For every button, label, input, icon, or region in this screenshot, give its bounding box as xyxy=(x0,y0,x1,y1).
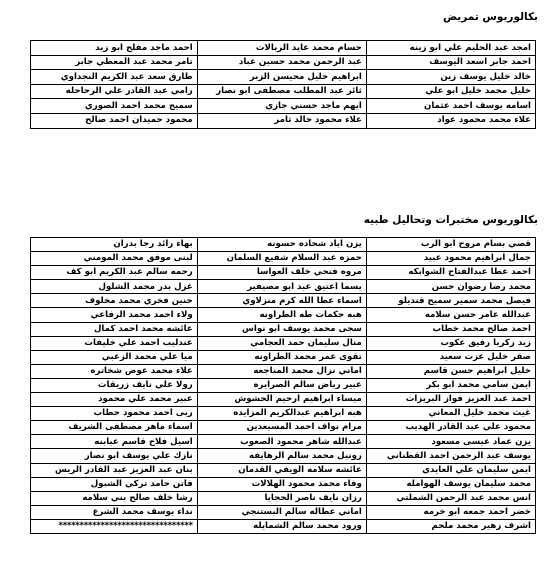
table-row xyxy=(31,70,536,85)
name-cell: خالد خليل يوسف زين xyxy=(366,70,535,85)
table-row xyxy=(31,336,536,350)
name-cell: احمد جابر اسعد اليوسف xyxy=(366,55,535,70)
name-cell: اسماء ماهر مصطفى الشريف xyxy=(31,421,198,435)
name-cell: ميساء ابراهيم ارحيم الحشوش xyxy=(197,393,366,407)
table-row xyxy=(31,113,536,128)
name-cell: عائشه سلامه الويفي القدمان xyxy=(197,463,366,477)
table-row xyxy=(31,463,536,477)
name-cell: خضر احمد جمعه ابو خرمه xyxy=(366,505,535,519)
name-cell: اسماء عطا الله كرم منزلاوي xyxy=(197,294,366,308)
name-cell: يوسف عبد الرحمن احمد القطناني xyxy=(366,449,535,463)
table-row xyxy=(31,238,536,252)
labs-section-title: بكالوريوس مختبرات وتحاليل طبيه xyxy=(363,214,538,226)
name-cell: محمد رضا رضوان حسن xyxy=(366,280,535,294)
name-cell: فيصل محمد سمير سميح قنديلو xyxy=(366,294,535,308)
name-cell: اسامه يوسف احمد عثمان xyxy=(366,99,535,114)
table-row xyxy=(31,421,536,435)
name-cell: امجد عبد الحليم علي ابو زينه xyxy=(366,41,535,56)
name-cell: يزن عماد عيسى مسعود xyxy=(366,435,535,449)
name-cell: مرام نواف احمد المسيعدين xyxy=(197,421,366,435)
name-cell: حنين فخري محمد مخلوف xyxy=(31,294,198,308)
name-cell: عبير محمد علي محمود xyxy=(31,393,198,407)
table-row xyxy=(31,519,536,533)
name-cell: اشرف زهير محمد ملحم xyxy=(366,519,535,533)
name-cell: وفاء محمد محمود الهلالات xyxy=(197,477,366,491)
table-row xyxy=(31,41,536,56)
name-cell: ولاء احمد محمد الرفاعي xyxy=(31,308,198,322)
table-row xyxy=(31,99,536,114)
name-cell: بنان عبد العزيز عبد القادر الريس xyxy=(31,463,198,477)
name-cell: احمد صالح محمد خطاب xyxy=(366,322,535,336)
name-cell: صقر خليل عزت سعيد xyxy=(366,350,535,364)
name-cell: رونيل محمد سالم الرهايفه xyxy=(197,449,366,463)
name-cell: اسيل فلاح قاسم عبابنه xyxy=(31,435,198,449)
name-cell: عبد الرحمن محمد حسين عباد xyxy=(197,55,366,70)
table-row xyxy=(31,350,536,364)
table-row xyxy=(31,435,536,449)
name-cell: احمد عبد العزيز فواز البريزات xyxy=(366,393,535,407)
name-cell: احمد عطا عبدالفتاح الشوابكه xyxy=(366,266,535,280)
table-row xyxy=(31,322,536,336)
table-row xyxy=(31,491,536,505)
name-cell: رزان نايف ناصر الحجايا xyxy=(197,491,366,505)
name-cell: انس محمد عبد الرحمن الشملتي xyxy=(366,491,535,505)
name-cell: عبدالله عامر حسن سلامه xyxy=(366,308,535,322)
name-cell: عندليب احمد علي خليفات xyxy=(31,336,198,350)
name-cell: ابراهيم خليل محيسن الزبر xyxy=(197,70,366,85)
name-cell: محمد سليمان يوسف الهوامله xyxy=(366,477,535,491)
table-row xyxy=(31,84,536,99)
table-row xyxy=(31,449,536,463)
name-cell: عبير رياض سالم الصرايره xyxy=(197,378,366,392)
table-row xyxy=(31,505,536,519)
name-cell: تقوى عمر محمد الطراونه xyxy=(197,350,366,364)
name-cell: بهاء رائد رجا بدران xyxy=(31,238,198,252)
name-cell: يزن اياد شحاده حسونه xyxy=(197,238,366,252)
name-cell: عائشه محمد احمد كمال xyxy=(31,322,198,336)
name-cell: سميح محمد احمد الصوري xyxy=(31,99,198,114)
name-cell: ربى احمد محمود حطاب xyxy=(31,407,198,421)
name-cell: ثائر عبد المطلب مصطفى ابو نصار xyxy=(197,84,366,99)
name-cell: نازك علي يوسف ابو نصار xyxy=(31,449,198,463)
name-cell: ايمن سليمان علي العايدي xyxy=(366,463,535,477)
name-cell: ******************************** xyxy=(31,519,198,533)
name-cell: قصي بسام مروح ابو الرب xyxy=(366,238,535,252)
table-row xyxy=(31,378,536,392)
name-cell: احمد ماجد مفلح ابو زيد xyxy=(31,41,198,56)
name-cell: هبه ابراهيم عبدالكريم المزايده xyxy=(197,407,366,421)
name-cell: حمزه عبد السلام شفيع السلمان xyxy=(197,252,366,266)
table-row xyxy=(31,364,536,378)
table-row xyxy=(31,294,536,308)
nursing-section-title: بكالوريوس تمريض xyxy=(442,11,538,23)
name-cell: محمود حميدان احمد صالح xyxy=(31,113,198,128)
name-cell: محمود علي عبد القادر الهديب xyxy=(366,421,535,435)
name-cell: تامر محمد عبد المعطي جابر xyxy=(31,55,198,70)
name-cell: يسما اعتيق عبد ابو مصيفير xyxy=(197,280,366,294)
name-cell: نداء يوسف محمد الشرع xyxy=(31,505,198,519)
nursing-names-table xyxy=(30,40,536,129)
name-cell: زيد زكريا رفيق عكوب xyxy=(366,336,535,350)
name-cell: رولا علي نايف زريقات xyxy=(31,378,198,392)
name-cell: فاتن حامد تركي الشبول xyxy=(31,477,198,491)
name-cell: رامي عبد القادر علي الرحاحله xyxy=(31,84,198,99)
name-cell: علاء محمد محمود عواد xyxy=(366,113,535,128)
name-cell: ايمن سامي محمد ابو بكر xyxy=(366,378,535,392)
labs-names-table xyxy=(30,237,536,534)
table-row xyxy=(31,266,536,280)
name-cell: ايهم ماجد حسني جازي xyxy=(197,99,366,114)
name-cell: هبه حكمات طه الطراونه xyxy=(197,308,366,322)
name-cell: خليل محمد خليل ابو علي xyxy=(366,84,535,99)
table-row xyxy=(31,393,536,407)
table-row xyxy=(31,407,536,421)
table-row xyxy=(31,308,536,322)
name-cell: اماني نزال محمد المناجعه xyxy=(197,364,366,378)
name-cell: علاء محمود خالد ثامر xyxy=(197,113,366,128)
name-cell: رشا خلف صالح بني سلامه xyxy=(31,491,198,505)
name-cell: ميا علي محمد الزعبي xyxy=(31,350,198,364)
name-cell: حسام محمد عايد الريالات xyxy=(197,41,366,56)
name-cell: ورود محمد سالم الشمايله xyxy=(197,519,366,533)
name-cell: اماني عطاله سالم البستنجي xyxy=(197,505,366,519)
name-cell: طارق سعد عبد الكريم النجداوي xyxy=(31,70,198,85)
name-cell: غيث محمد خليل المعاني xyxy=(366,407,535,421)
name-cell: غزل بدر محمد الشلول xyxy=(31,280,198,294)
name-cell: خليل ابراهيم حسن قاسم xyxy=(366,364,535,378)
table-row xyxy=(31,252,536,266)
table-row xyxy=(31,55,536,70)
name-cell: جمال ابراهيم محمود عبيد xyxy=(366,252,535,266)
table-row xyxy=(31,280,536,294)
name-cell: رحمه سالم عبد الكريم ابو كف xyxy=(31,266,198,280)
name-cell: منال سليمان حمد العجامي xyxy=(197,336,366,350)
name-cell: لبنى موفق محمد المومني xyxy=(31,252,198,266)
name-cell: مروه فتحي خلف العواسا xyxy=(197,266,366,280)
name-cell: علاء محمد عوض شخاتره xyxy=(31,364,198,378)
name-cell: سجى محمد يوسف ابو نواس xyxy=(197,322,366,336)
table-row xyxy=(31,477,536,491)
name-cell: عبدالله شاهر محمود الصعوب xyxy=(197,435,366,449)
